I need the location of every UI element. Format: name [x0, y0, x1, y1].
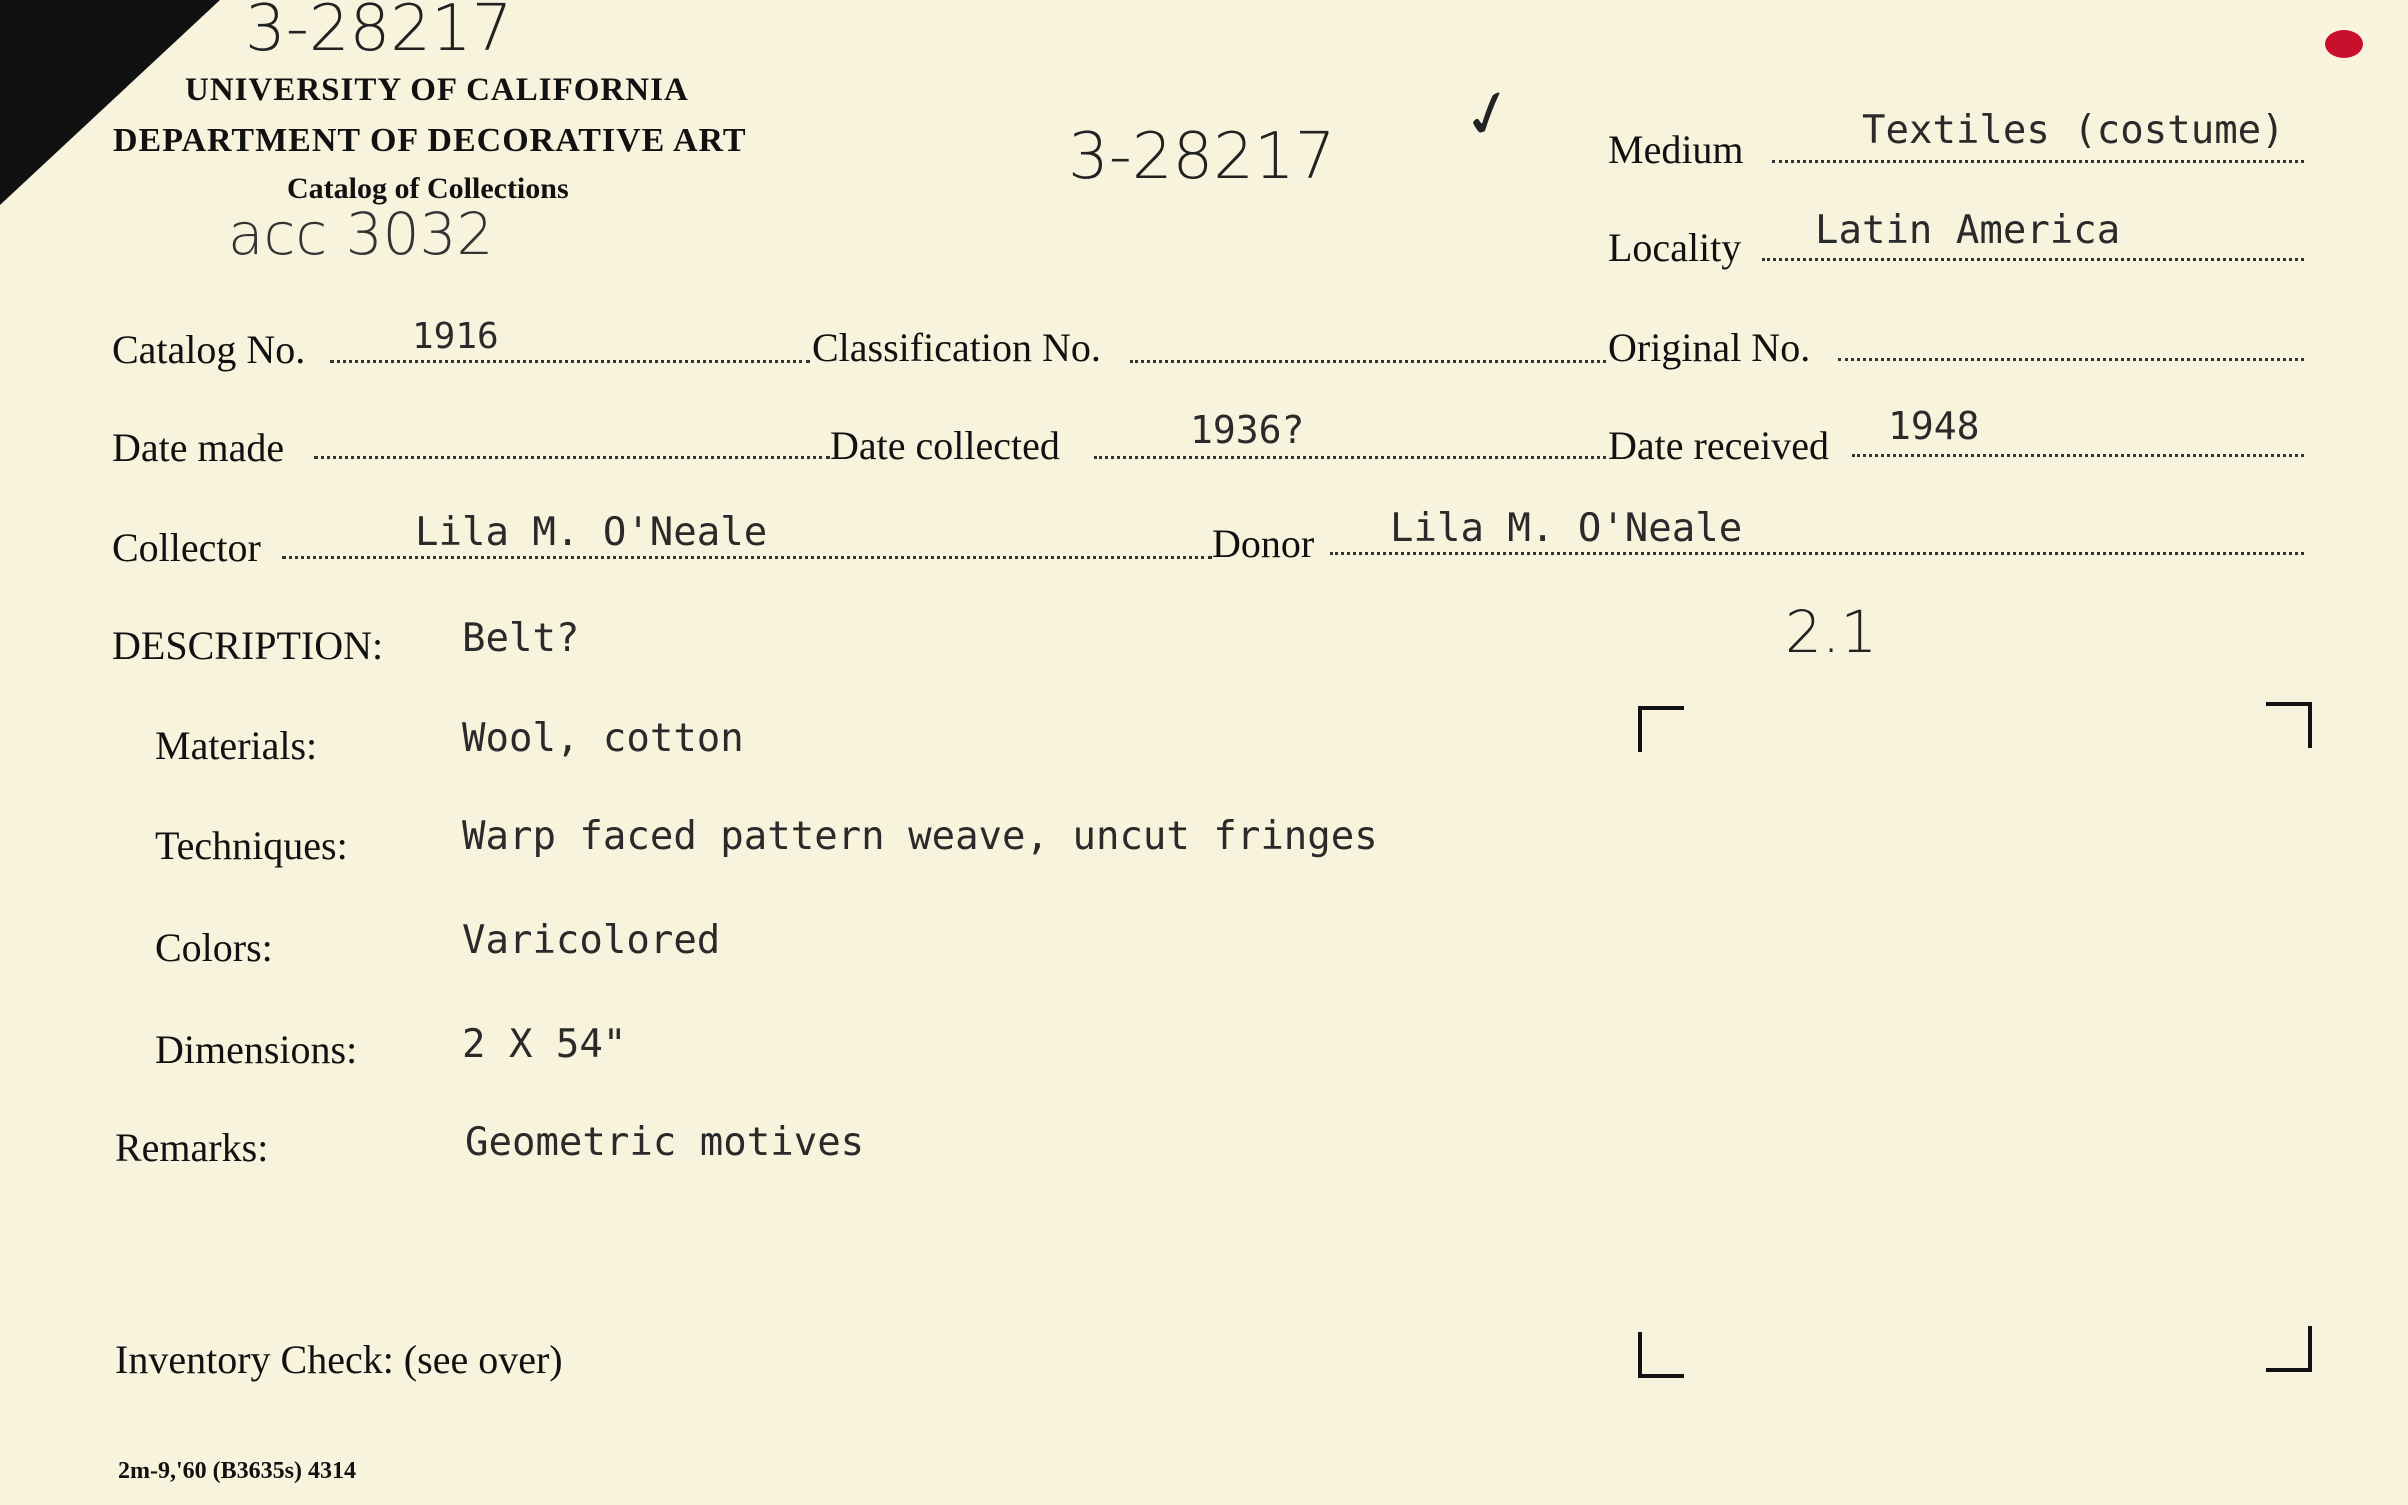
medium-line [1772, 160, 2304, 163]
materials-value: Wool, cotton [462, 716, 744, 761]
inventory-check: Inventory Check: (see over) [115, 1337, 563, 1382]
header-department: DEPARTMENT OF DECORATIVE ART [113, 122, 747, 159]
handwritten-center-number: 3-28217 [1068, 120, 1336, 194]
date-received-value: 1948 [1888, 404, 1980, 448]
catalog-no-label: Catalog No. [112, 327, 306, 372]
handwritten-box-label: 2.1 [1785, 598, 1878, 666]
handwritten-acc-number: acc 3032 [228, 200, 494, 268]
check-mark-icon: ✓ [1453, 72, 1525, 158]
materials-label: Materials: [155, 723, 318, 768]
classification-no-label: Classification No. [812, 325, 1101, 370]
locality-line [1762, 258, 2304, 261]
colors-label: Colors: [155, 925, 273, 970]
original-no-label: Original No. [1608, 325, 1811, 370]
donor-label: Donor [1212, 521, 1315, 566]
locality-label: Locality [1608, 225, 1742, 270]
date-received-line [1852, 454, 2304, 457]
donor-value: Lila M. O'Neale [1390, 506, 1743, 551]
colors-value: Varicolored [462, 918, 721, 963]
handwritten-top-number: 3-28217 [245, 0, 513, 66]
description-label: DESCRIPTION: [112, 623, 384, 668]
photo-bracket-bottom-right [2266, 1326, 2312, 1372]
date-received-label: Date received [1608, 423, 1829, 468]
catalog-no-value: 1916 [412, 316, 499, 357]
remarks-label: Remarks: [115, 1125, 269, 1170]
techniques-label: Techniques: [155, 823, 348, 868]
date-collected-label: Date collected [830, 423, 1060, 468]
classification-no-line [1130, 360, 1606, 363]
collector-value: Lila M. O'Neale [415, 510, 768, 555]
date-collected-value: 1936? [1190, 408, 1305, 452]
red-ink-mark [2322, 24, 2366, 64]
dimensions-value: 2 X 54" [462, 1022, 627, 1067]
locality-value: Latin America [1815, 208, 2121, 253]
date-collected-line [1094, 456, 1606, 459]
donor-line [1330, 552, 2304, 555]
date-made-line [314, 456, 830, 459]
photo-bracket-bottom-left [1638, 1332, 1684, 1378]
header-catalog: Catalog of Collections [287, 172, 569, 205]
print-code: 2m-9,'60 (B3635s) 4314 [118, 1458, 356, 1484]
medium-value: Textiles (costume) [1862, 108, 2285, 153]
photo-bracket-top-right [2266, 702, 2312, 748]
photo-bracket-top-left [1638, 706, 1684, 752]
collector-line [282, 556, 1212, 559]
techniques-value: Warp faced pattern weave, uncut fringes [462, 814, 1378, 859]
original-no-line [1838, 358, 2304, 361]
header-university: UNIVERSITY OF CALIFORNIA [185, 72, 689, 108]
remarks-value: Geometric motives [465, 1120, 865, 1165]
description-value: Belt? [462, 616, 580, 661]
catalog-no-line [330, 360, 810, 363]
dimensions-label: Dimensions: [155, 1027, 358, 1072]
collector-label: Collector [112, 525, 261, 570]
date-made-label: Date made [112, 425, 285, 470]
medium-label: Medium [1608, 127, 1744, 172]
